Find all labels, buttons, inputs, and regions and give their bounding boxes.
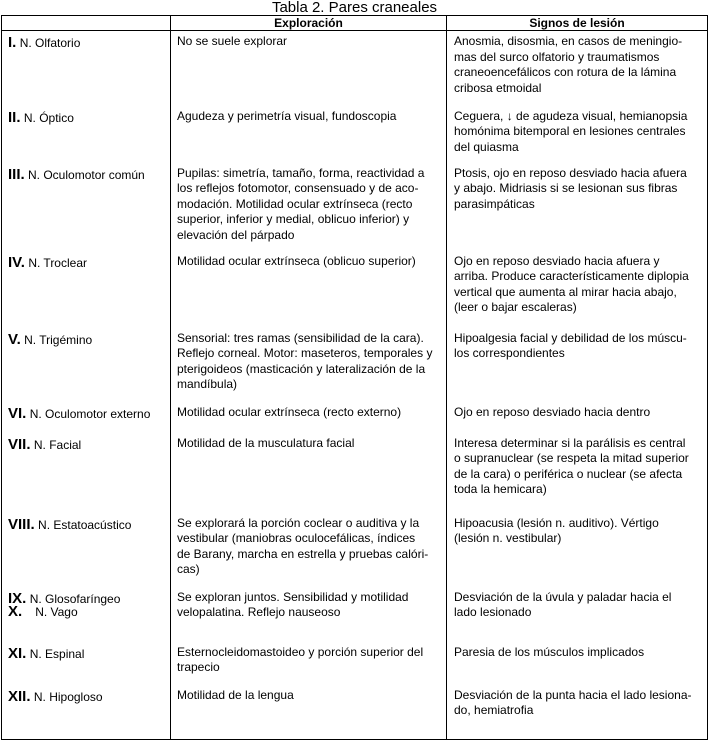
nerve-name: N. Hipogloso [33, 689, 103, 704]
signos-cell [447, 642, 708, 685]
table-row [2, 163, 708, 251]
nerve-cell [2, 642, 171, 685]
exploracion-text: Esternocleidomastoideo y porción superior del trapecio [177, 644, 424, 674]
nerve-numeral: VII. [8, 435, 31, 453]
signos-text: Hipoacusia (lesión n. auditivo). Vértigo (lesión n. vestibular) [454, 515, 659, 545]
nerve-cell [2, 433, 171, 513]
signos-cell [447, 251, 708, 328]
header-signos: Signos de lesión [447, 16, 708, 31]
exploracion-text: Motilidad ocular extrínseca (oblicuo superior) [177, 253, 416, 268]
signos-text: Ceguera, ↓ de agudeza visual, hemianopsia homónima bitemporal en lesiones centrales del quiasma [454, 108, 688, 154]
table-row [2, 328, 708, 402]
nerve-cell [2, 251, 171, 328]
nerve-name: N. Olfatorio [19, 36, 81, 50]
signos-text: Desviación de la úvula y paladar hacia el lado lesionado [454, 589, 672, 619]
table-row [2, 587, 708, 642]
nerve-name: N. Facial [33, 437, 82, 452]
nerve-numeral: XI. [8, 644, 27, 662]
signos-text: Interesa determinar si la parálisis es central o supranuclear (se respeta la mitad superior de la cara) o periférica o nuclear (se afecta toda la hemicara) [454, 435, 689, 496]
nerve-cell [2, 328, 171, 402]
table-row [2, 433, 708, 513]
signos-cell [447, 402, 708, 433]
exploracion-cell [171, 31, 447, 106]
exploracion-text: Motilidad de la musculatura facial [177, 435, 355, 450]
nerve-name: N. Oculomotor común [28, 167, 145, 182]
signos-cell [447, 31, 708, 106]
table-row [2, 685, 708, 740]
nerve-name: N. Glosofaríngeo [29, 591, 121, 606]
exploracion-cell [171, 433, 447, 513]
exploracion-cell [171, 513, 447, 587]
nerve-name: N. Espinal [29, 646, 85, 661]
cranial-nerves-table [1, 15, 708, 740]
signos-cell [447, 106, 708, 163]
table-body [2, 31, 708, 740]
exploracion-text: Se exploran juntos. Sensibilidad y motilidad velopalatina. Reflejo nauseoso [177, 589, 409, 619]
exploracion-cell [171, 642, 447, 685]
exploracion-cell [171, 251, 447, 328]
signos-cell [447, 328, 708, 402]
signos-text: Ojo en reposo desviado hacia afuera y arriba. Produce característicamente diplopia vertical que aumenta al mirar hacia abajo, (leer o bajar escaleras) [454, 253, 689, 314]
exploracion-text: Agudeza y perimetría visual, fundoscopia [177, 108, 397, 123]
nerve-name: N. Oculomotor externo [29, 406, 151, 421]
nerve-name: N. Óptico [23, 110, 74, 125]
nerve-numeral: XII. [8, 687, 31, 705]
table-row [2, 31, 708, 106]
signos-text: Ptosis, ojo en reposo desviado hacia afuera y abajo. Midriasis si se lesionan sus fibras parasimpáticas [454, 165, 687, 211]
nerve-name: N. Vago [35, 605, 78, 619]
exploracion-cell [171, 587, 447, 642]
exploracion-cell [171, 328, 447, 402]
nerve-numeral: IX. [8, 589, 27, 607]
nerve-cell [2, 163, 171, 251]
table-row [2, 402, 708, 433]
signos-cell [447, 163, 708, 251]
signos-cell [447, 685, 708, 740]
table-row [2, 106, 708, 163]
signos-text: Desviación de la punta hacia el lado lesiona- do, hemiatrofia [454, 687, 692, 717]
nerve-cell [2, 402, 171, 433]
exploracion-cell [171, 685, 447, 740]
exploracion-text: Motilidad ocular extrínseca (recto externo) [177, 404, 402, 419]
nerve-numeral: V. [8, 330, 21, 348]
signos-text: Paresia de los músculos implicados [454, 644, 645, 659]
nerve-cell [2, 106, 171, 163]
nerve-cell [2, 587, 171, 642]
nerve-name: N. Trigémino [24, 332, 93, 347]
signos-cell [447, 513, 708, 587]
table-row [2, 642, 708, 685]
exploracion-cell [171, 402, 447, 433]
exploracion-cell [171, 106, 447, 163]
table-caption: Tabla 2. Pares craneales [271, 0, 438, 16]
exploracion-text: No se suele explorar [177, 34, 288, 48]
nerve-numeral: II. [8, 108, 21, 126]
table-row [2, 513, 708, 587]
nerve-numeral: VIII. [8, 515, 35, 533]
nerve-name: N. Troclear [28, 255, 87, 270]
nerve-numeral: VI. [8, 404, 27, 422]
nerve-cell [2, 31, 171, 106]
signos-text: Anosmia, disosmia, en casos de meningio- mas del surco olfatorio y traumatismos craneoencefálicos con rotura de la lámina cribosa etmoidal [454, 34, 683, 95]
signos-cell [447, 433, 708, 513]
exploracion-text: Se explorará la porción coclear o auditiva y la vestibular (maniobras oculocefálicas, índices de Barany, marcha en estrella y pruebas calóri- cas) [177, 515, 429, 576]
nerve-numeral: X. [8, 603, 23, 620]
header-nerve [2, 16, 171, 31]
nerve-cell [2, 685, 171, 740]
nerve-numeral: I. [8, 34, 17, 51]
exploracion-text: Pupilas: simetría, tamaño, forma, reactividad a los reflejos fotomotor, consensuado y de aco- modación. Motilidad ocular extrínseca (recto superior, inferior y medial, oblicuo inferior) y elevación del párpado [177, 165, 425, 242]
signos-cell [447, 587, 708, 642]
nerve-name: N. Estatoacústico [38, 517, 132, 532]
header-exploracion: Exploración [171, 16, 447, 31]
table-header-row [2, 16, 708, 31]
exploracion-text: Sensorial: tres ramas (sensibilidad de la cara). Reflejo corneal. Motor: maseteros, temporales y pterigoideos (masticación y lateralización de la mandíbula) [177, 330, 433, 391]
nerve-numeral: III. [8, 165, 25, 183]
exploracion-text: Motilidad de la lengua [177, 687, 294, 702]
exploracion-cell [171, 163, 447, 251]
nerve-numeral: IV. [8, 253, 25, 271]
table-row [2, 251, 708, 328]
signos-text: Ojo en reposo desviado hacia dentro [454, 404, 651, 419]
nerve-cell [2, 513, 171, 587]
signos-text: Hipoalgesia facial y debilidad de los múscu- los correspondientes [454, 330, 687, 360]
